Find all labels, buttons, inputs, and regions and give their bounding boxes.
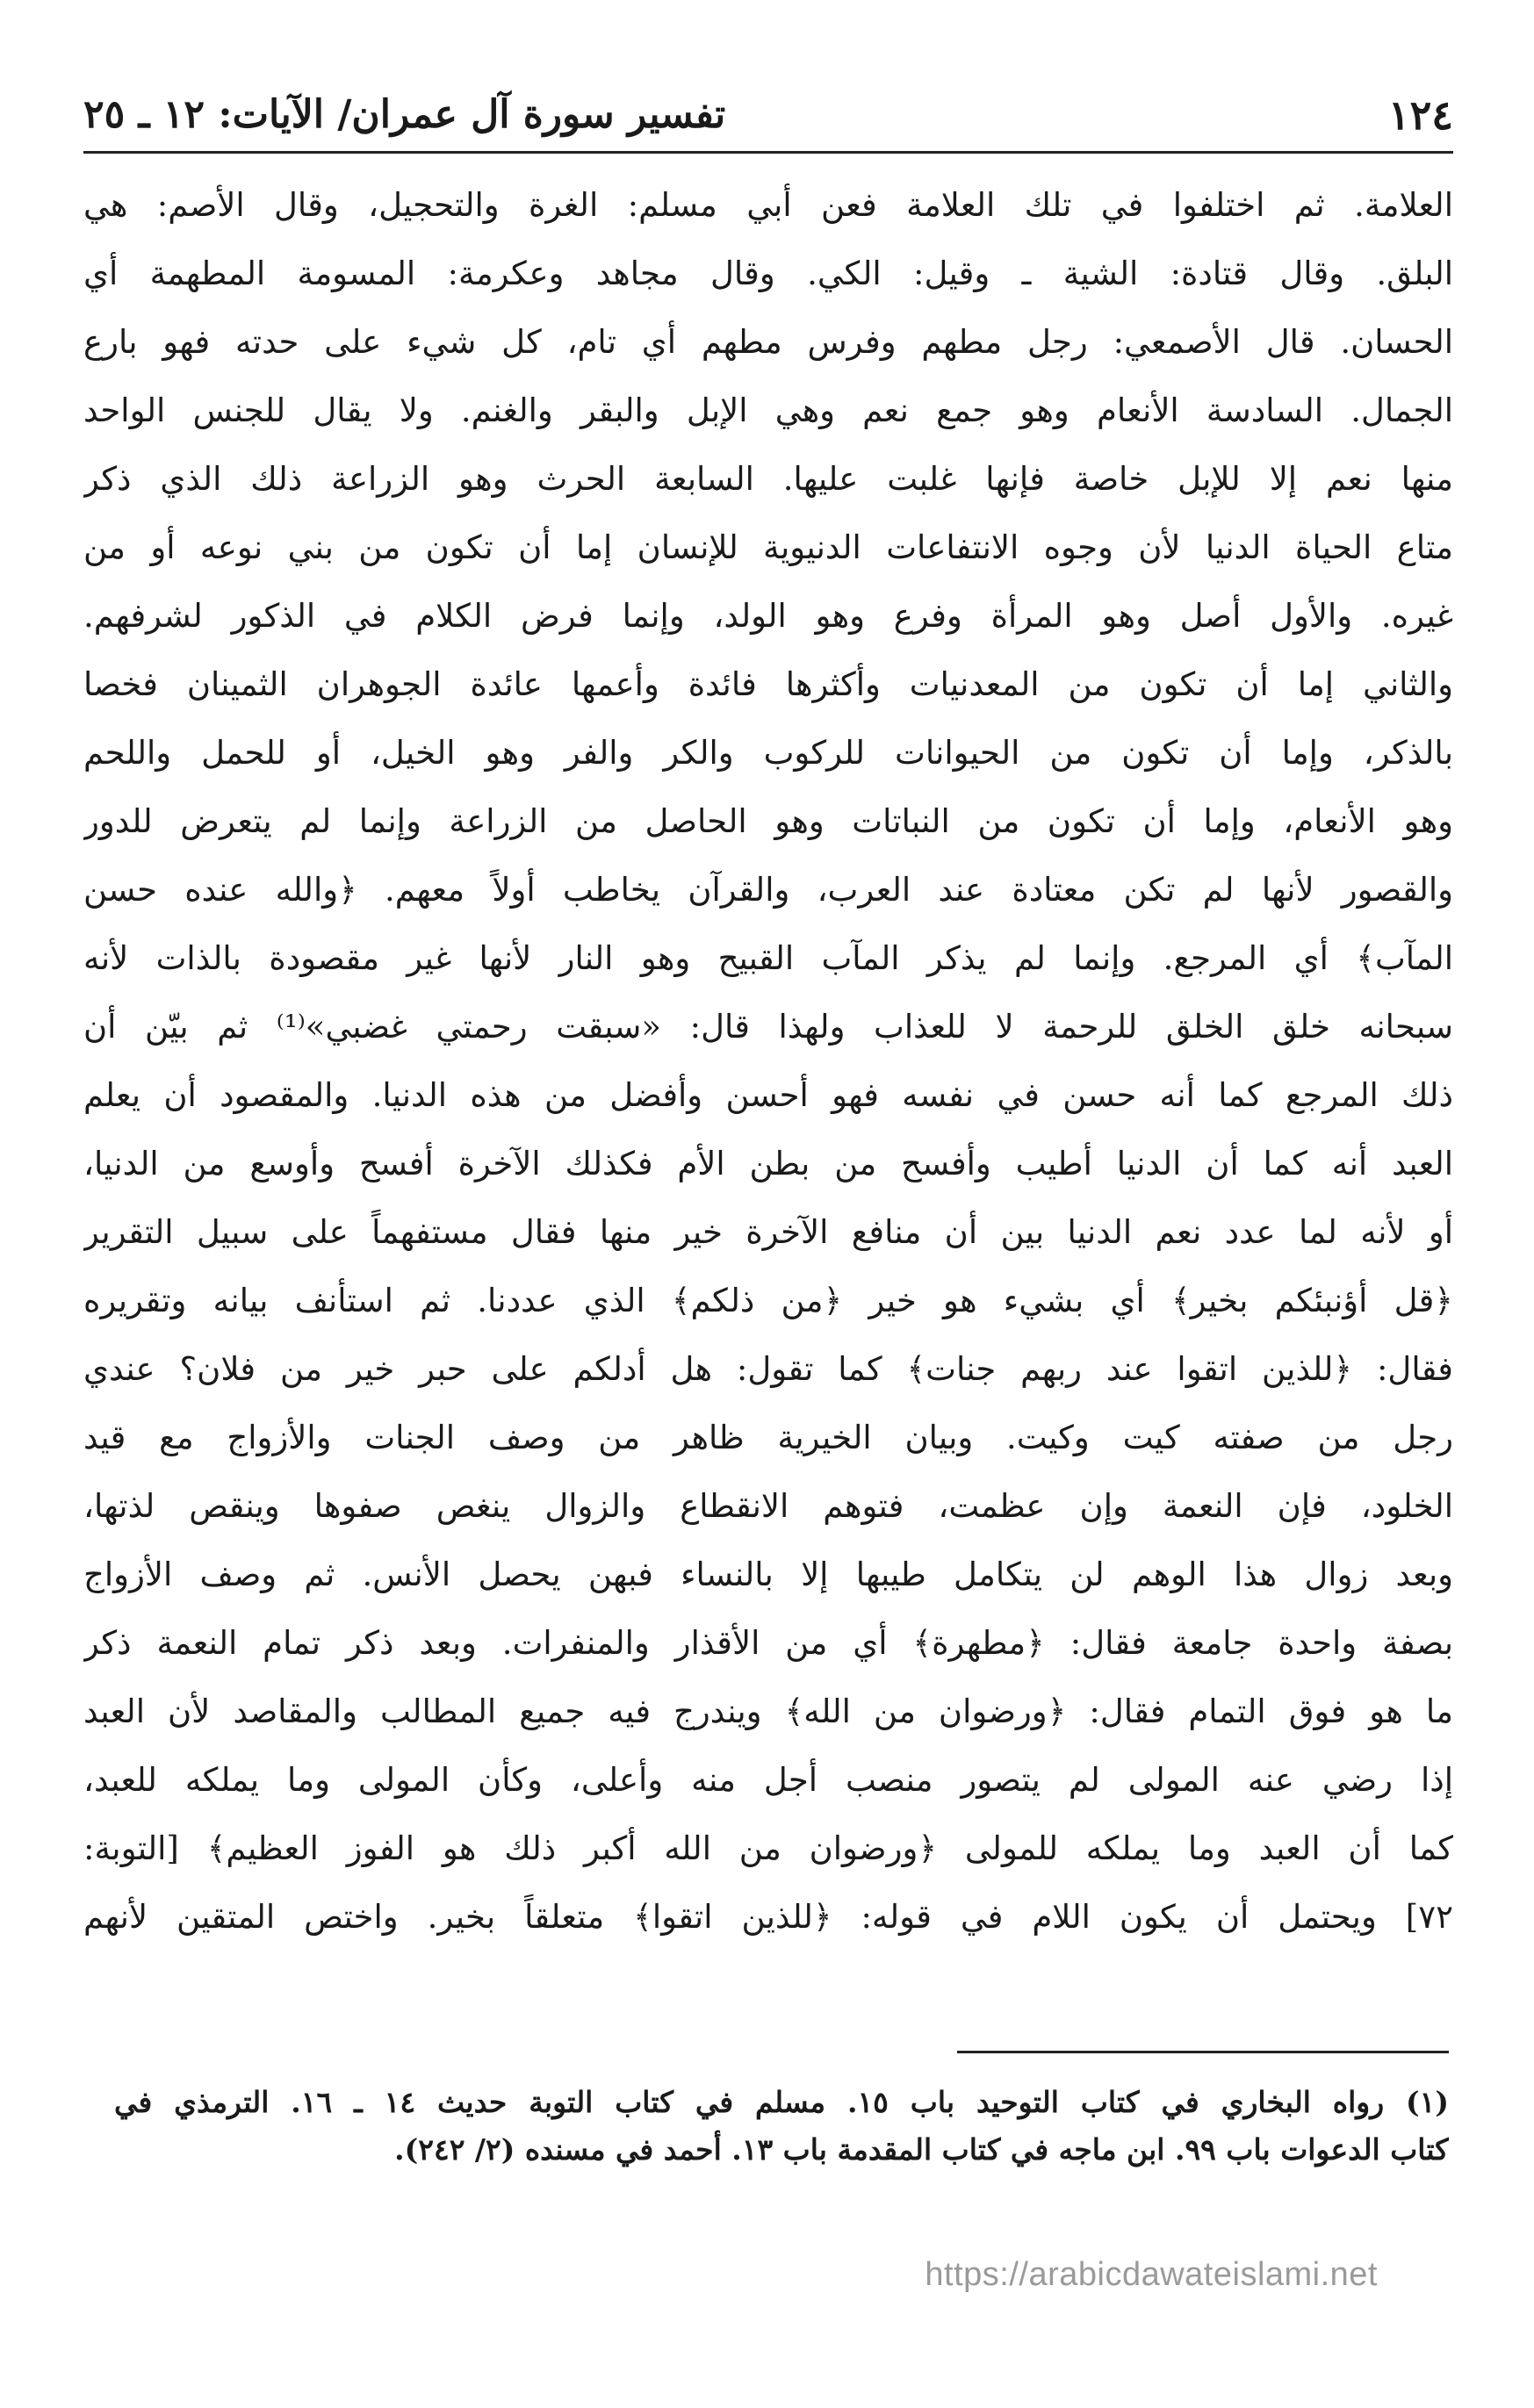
body-line: العلامة. ثم اختلفوا في تلك العلامة فعن أبي مسلم: الغرة والتحجيل، وقال الأصم: هي	[83, 186, 1453, 224]
body-line: المآب﴾ أي المرجع. وإنما لم يذكر المآب القبيح وهو النار لأنها غير مقصودة بالذات لأنه	[83, 939, 1453, 977]
running-head: تفسير سورة آل عمران/ الآيات: ١٢ ـ ٢٥	[83, 92, 726, 137]
body-line: منها نعم إلا للإبل خاصة فإنها غلبت عليها. السابعة الحرث وهو الزراعة ذلك الذي ذكر	[83, 460, 1453, 498]
footnote-line: كتاب الدعوات باب ٩٩. ابن ماجه في كتاب المقدمة باب ١٣. أحمد في مسنده (٢/ ٢٤٢).	[394, 2132, 1449, 2167]
body-line: الحسان. قال الأصمعي: رجل مطهم وفرس مطهم أي تام، كل شيء على حدته فهو بارع	[83, 323, 1453, 361]
body-line: والقصور لأنها لم تكن معتادة عند العرب، والقرآن يخاطب أولاً معهم. ﴿والله عنده حسن	[83, 871, 1453, 909]
footnote-rule	[957, 2051, 1449, 2053]
body-line: رجل من صفته كيت وكيت. وبيان الخيرية ظاهر من وصف الجنات والأزواج مع قيد	[83, 1419, 1453, 1456]
body-line: وبعد زوال هذا الوهم لن يتكامل طيبها إلا بالنساء فبهن يحصل الأنس. ثم وصف الأزواج	[83, 1556, 1453, 1593]
body-line: فقال: ﴿للذين اتقوا عند ربهم جنات﴾ كما تقول: هل أدلكم على حبر خير من فلان؟ عندي	[83, 1350, 1453, 1388]
body-line: ذلك المرجع كما أنه حسن في نفسه فهو أحسن وأفضل من هذه الدنيا. والمقصود أن يعلم	[83, 1076, 1453, 1114]
footnote-line: (١) رواه البخاري في كتاب التوحيد باب ١٥. مسلم في كتاب التوبة حديث ١٤ ـ ١٦. الترمذي في	[114, 2085, 1449, 2119]
body-line: إذا رضي عنه المولى لم يتصور منصب أجل منه وأعلى، وكأن المولى وما يملكه للعبد،	[83, 1761, 1453, 1799]
page-header	[83, 84, 1453, 146]
page-number: ١٢٤	[1387, 91, 1453, 139]
footnotes	[114, 2079, 1449, 2174]
body-text	[83, 171, 1453, 1952]
body-line: وهو الأنعام، وإما أن تكون من النباتات وهو الحاصل من الزراعة وإنما لم يتعرض للدور	[83, 802, 1453, 840]
body-line: ٧٢] ويحتمل أن يكون اللام في قوله: ﴿للذين اتقوا﴾ متعلقاً بخير. واختص المتقين لأنهم	[83, 1898, 1453, 1936]
body-line: الخلود، فإن النعمة وإن عظمت، فتوهم الانقطاع والزوال ينغص صفوها وينقص لذتها،	[83, 1487, 1453, 1525]
header-rule	[83, 151, 1453, 154]
body-line: ما هو فوق التمام فقال: ﴿ورضوان من الله﴾ ويندرج فيه جميع المطالب والمقاصد لأن العبد	[83, 1693, 1453, 1730]
watermark-url: https://arabicdawateislami.net	[925, 2256, 1378, 2293]
body-line: البلق. وقال قتادة: الشية ـ وقيل: الكي. وقال مجاهد وعكرمة: المسومة المطهمة أي	[83, 255, 1453, 292]
body-line: العبد أنه كما أن الدنيا أطيب وأفسح من بطن الأم فكذلك الآخرة أفسح وأوسع من الدنيا،	[83, 1145, 1453, 1182]
body-line: غيره. والأول أصل وهو المرأة وفرع وهو الولد، وإنما فرض الكلام في الذكور لشرفهم.	[83, 597, 1453, 635]
body-line: والثاني إما أن تكون من المعدنيات وأكثرها فائدة وأعمها عائدة الجوهران الثمينان فخصا	[83, 665, 1453, 703]
body-line: الجمال. السادسة الأنعام وهو جمع نعم وهي الإبل والبقر والغنم. ولا يقال للجنس الواحد	[83, 392, 1453, 429]
body-line: سبحانه خلق الخلق للرحمة لا للعذاب ولهذا قال: «سبقت رحمتي غضبي»⁽¹⁾ ثم بيّن أن	[83, 1008, 1453, 1046]
body-line: بصفة واحدة جامعة فقال: ﴿مطهرة﴾ أي من الأقذار والمنفرات. وبعد ذكر تمام النعمة ذكر	[83, 1624, 1453, 1662]
body-line: أو لأنه لما عدد نعم الدنيا بين أن منافع الآخرة خير منها فقال مستفهماً على سبيل التقرير	[83, 1213, 1453, 1251]
body-line: كما أن العبد وما يملكه للمولى ﴿ورضوان من الله أكبر ذلك هو الفوز العظيم﴾ [التوبة:	[83, 1829, 1453, 1867]
body-line: ﴿قل أؤنبئكم بخير﴾ أي بشيء هو خير ﴿من ذلكم﴾ الذي عددنا. ثم استأنف بيانه وتقريره	[83, 1282, 1453, 1319]
body-line: متاع الحياة الدنيا لأن وجوه الانتفاعات الدنيوية للإنسان إما أن تكون من بني نوعه أو من	[83, 528, 1453, 566]
body-line: بالذكر، وإما أن تكون من الحيوانات للركوب والكر والفر وهو الخيل، أو للحمل واللحم	[83, 734, 1453, 772]
